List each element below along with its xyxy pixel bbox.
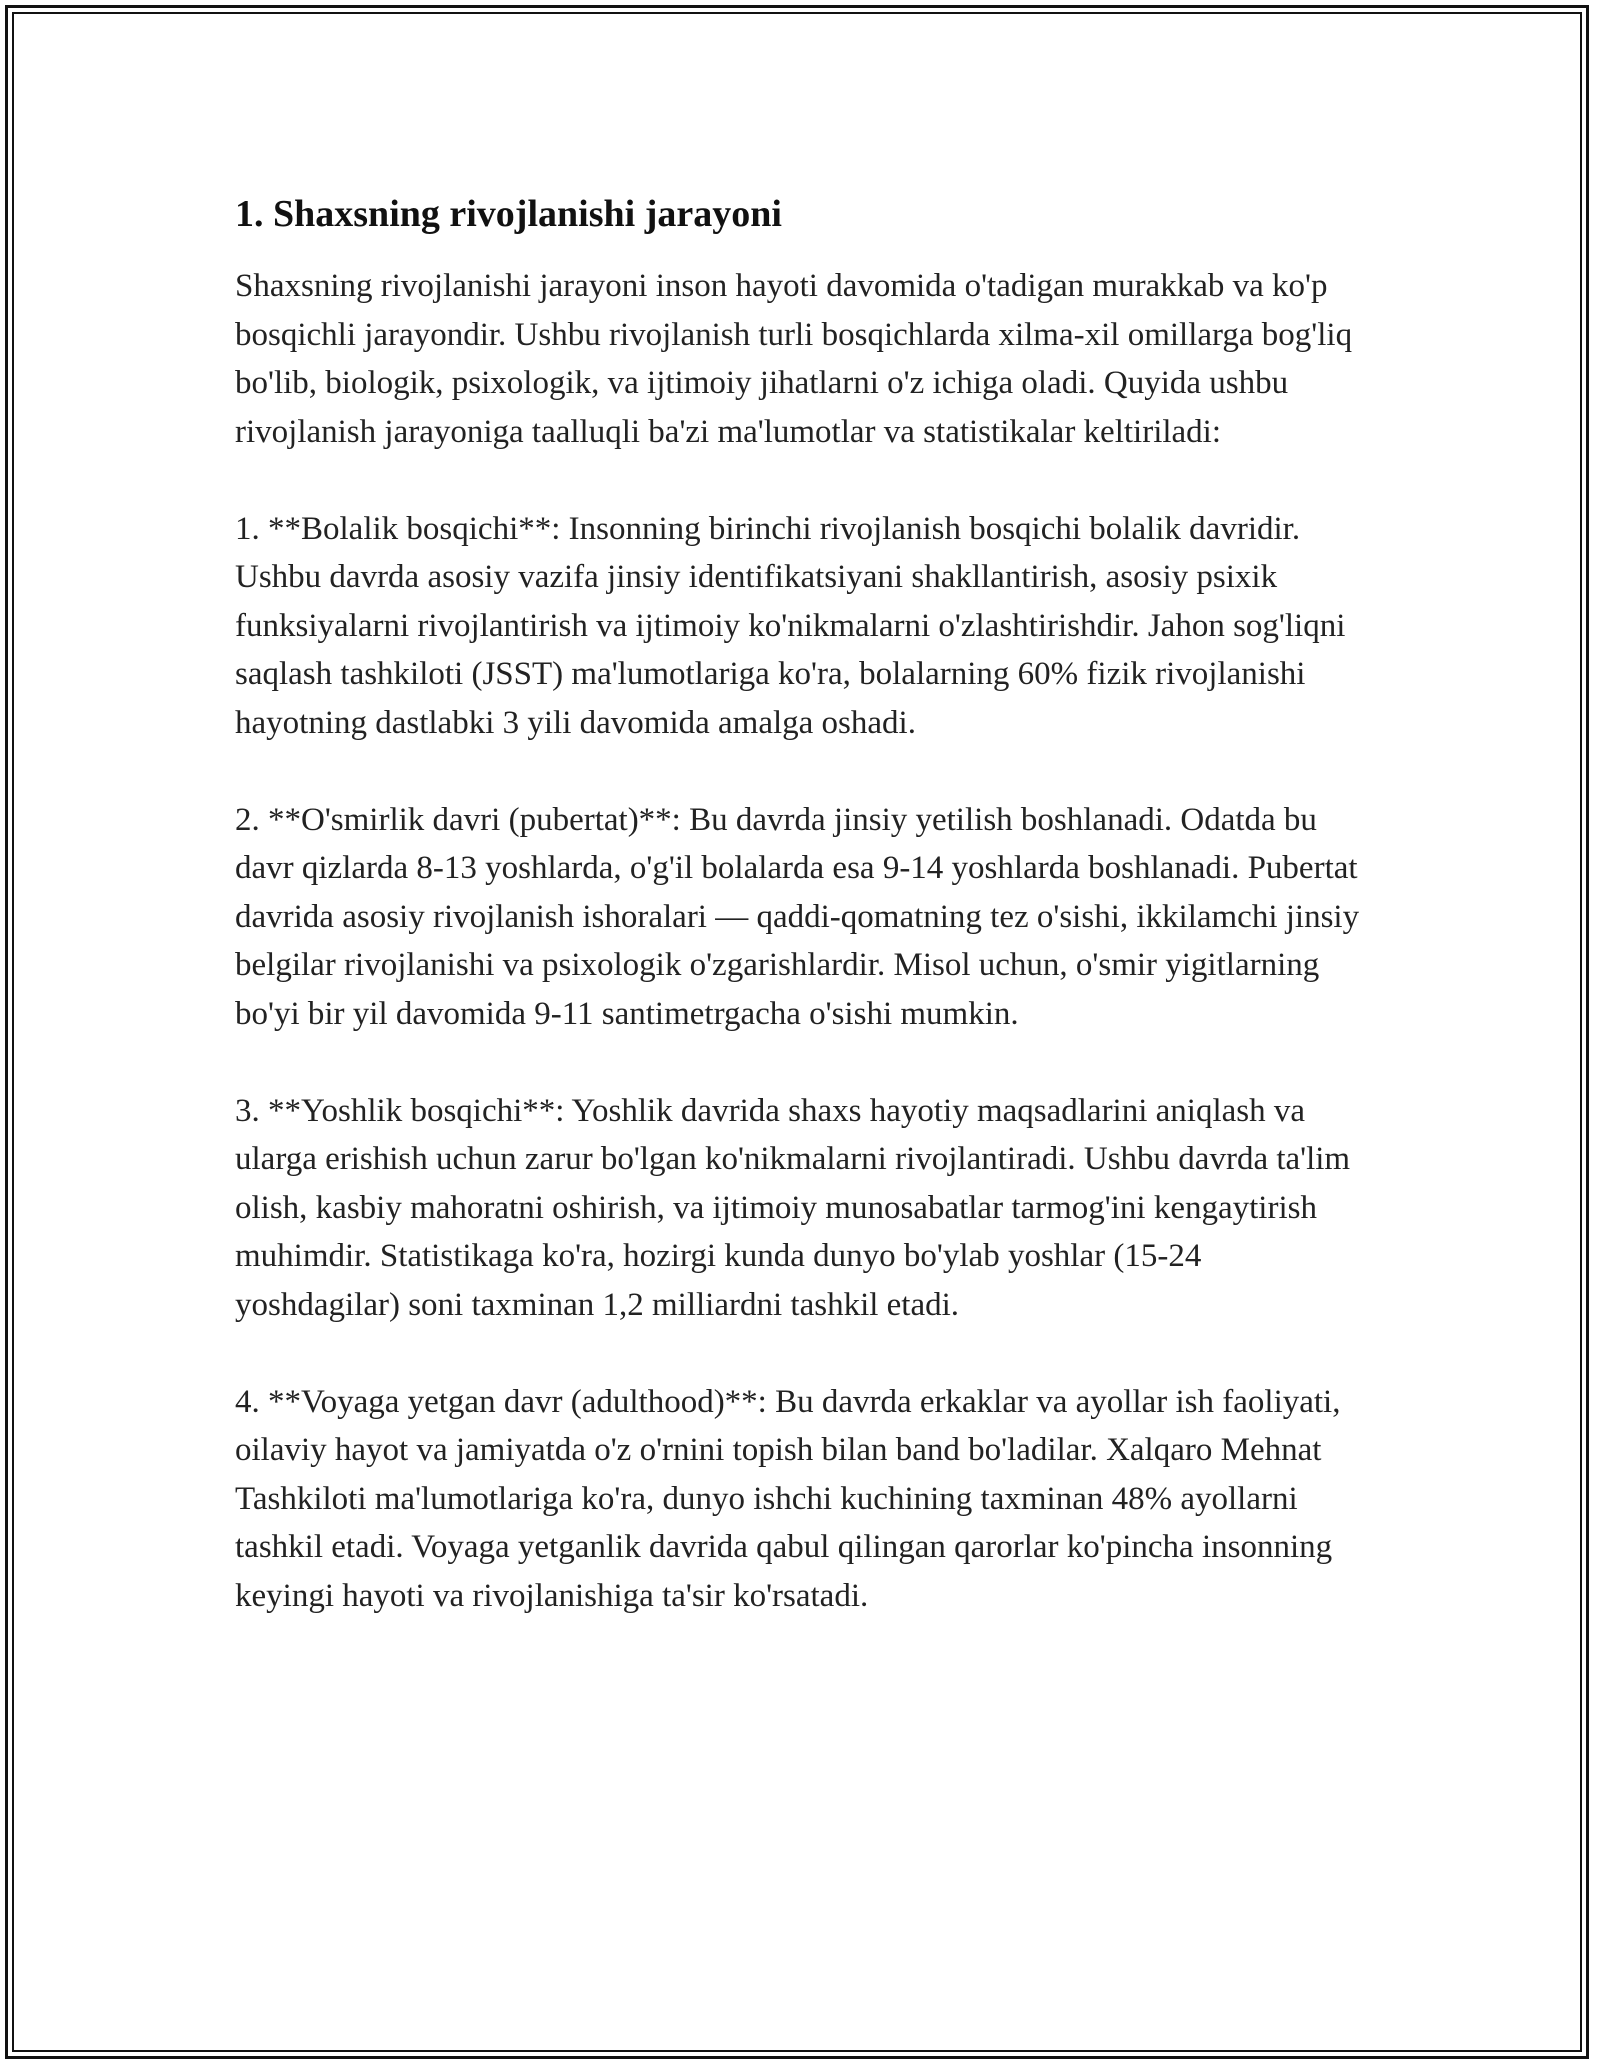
- youth-stage-paragraph: 3. **Yoshlik bosqichi**: Yoshlik davrida shaxs hayotiy maqsadlarini aniqlash va ularga erishish uchun zarur bo'lgan ko'nikmalarni rivojlantiradi. Ushbu davrda ta'lim olish, kasbiy mahoratni oshirish, va ijtimoiy munosabatlar tarmog'ini kengaytirish muhimdir. Statistikaga ko'ra, hozirgi kunda dunyo bo'ylab yoshlar (15-24 yoshdagilar) soni taxminan 1,2 milliardni tashkil etadi.: [235, 1092, 1351, 1323]
- page-title: 1. Shaxsning rivojlanishi jarayoni: [235, 193, 782, 235]
- adulthood-stage-paragraph: 4. **Voyaga yetgan davr (adulthood)**: Bu davrda erkaklar va ayollar ish faoliyati, oilaviy hayot va jamiyatda o'z o'rnini topish bilan band bo'ladilar. Xalqaro Mehnat Tashkiloti ma'lumotlariga ko'ra, dunyo ishchi kuchining taxminan 48% ayollarni tashkil etadi. Voyaga yetganlik davrida qabul qilingan qarorlar ko'pincha insonning keyingi hayoti va rivojlanishiga ta'sir ko'rsatadi.: [235, 1383, 1341, 1614]
- childhood-stage-paragraph: 1. **Bolalik bosqichi**: Insonning birinchi rivojlanish bosqichi bolalik davridir. Ushbu davrda asosiy vazifa jinsiy identifikatsiyani shakllantirish, asosiy psixik funksiyalarni rivojlantirish va ijtimoiy ko'nikmalarni o'zlashtirishdir. Jahon sog'liqni saqlash tashkiloti (JSST) ma'lumotlariga ko'ra, bolalarning 60% fizik rivojlanishi hayotning dastlabki 3 yili davomida amalga oshadi.: [235, 510, 1346, 741]
- document-body: [235, 188, 1370, 1620]
- intro-paragraph: Shaxsning rivojlanishi jarayoni inson hayoti davomida o'tadigan murakkab va ko'p bosqichli jarayondir. Ushbu rivojlanish turli bosqichlarda xilma-xil omillarga bog'liq bo'lib, biologik, psixologik, va ijtimoiy jihatlarni o'z ichiga oladi. Quyida ushbu rivojlanish jarayoniga taalluqli ba'zi ma'lumotlar va statistikalar keltiriladi:: [235, 268, 1353, 450]
- adolescence-stage-paragraph: 2. **O'smirlik davri (pubertat)**: Bu davrda jinsiy yetilish boshlanadi. Odatda bu davr qizlarda 8-13 yoshlarda, o'g'il bolalarda esa 9-14 yoshlarda boshlanadi. Pubertat davrida asosiy rivojlanish ishoralari — qaddi-qomatning tez o'sishi, ikkilamchi jinsiy belgilar rivojlanishi va psixologik o'zgarishlardir. Misol uchun, o'smir yigitlarning bo'yi bir yil davomida 9-11 santimetrgacha o'sishi mumkin.: [235, 801, 1360, 1032]
